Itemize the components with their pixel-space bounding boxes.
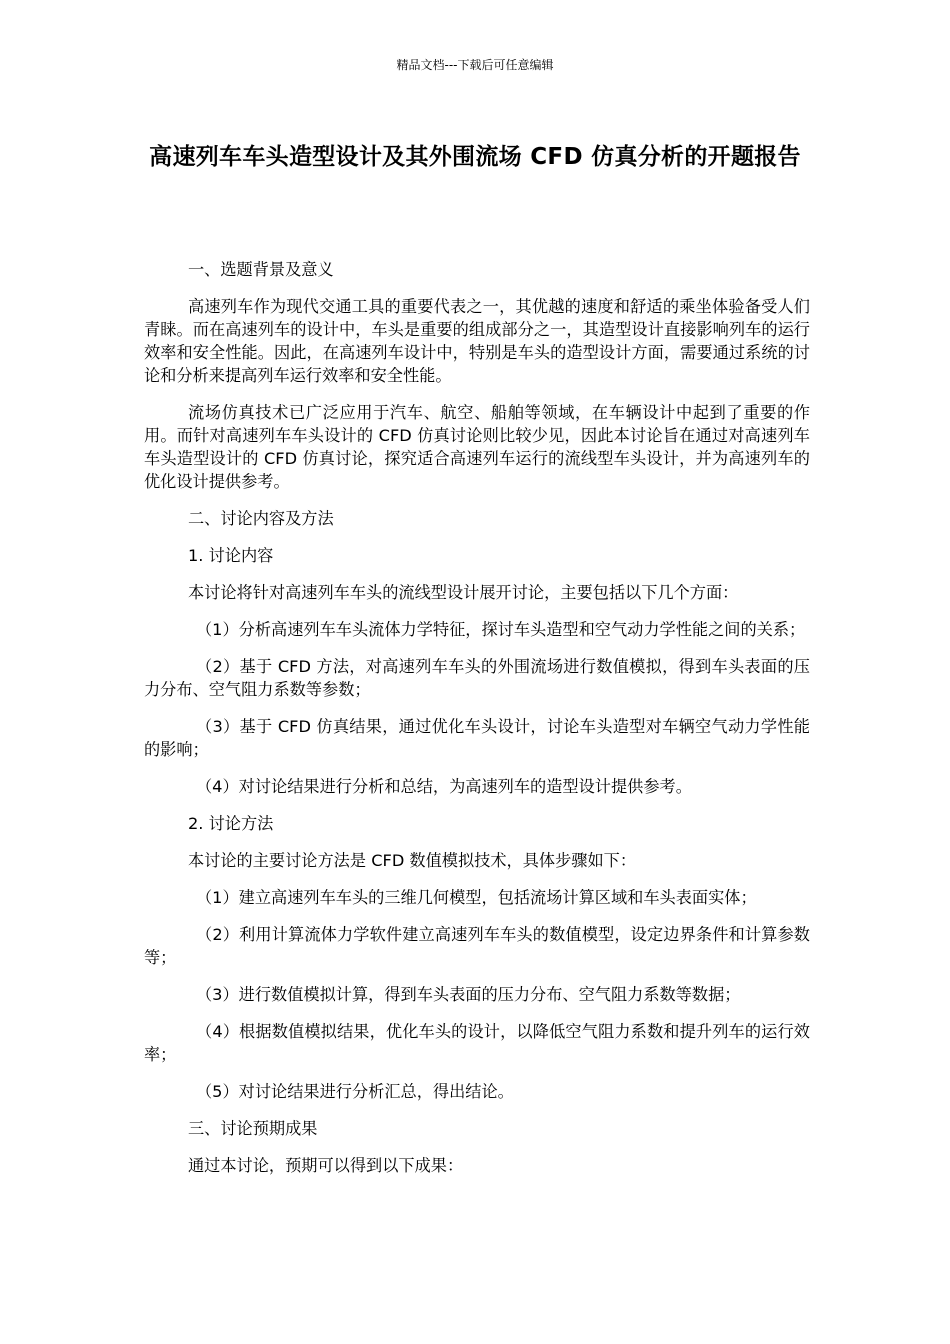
paragraph-outcomes-intro: 通过本讨论，预期可以得到以下成果： — [188, 1156, 464, 1175]
paragraph-method-intro: 本讨论的主要讨论方法是 CFD 数值模拟技术，具体步骤如下： — [188, 851, 637, 870]
subsection-heading-content: 1. 讨论内容 — [188, 546, 274, 565]
list-item: （2）利用计算流体力学软件建立高速列车车头的数值模型，设定边界条件和计算参数等； — [144, 925, 810, 967]
list-item: （4）根据数值模拟结果，优化车头的设计，以降低空气阻力系数和提升列车的运行效率； — [144, 1022, 810, 1064]
list-item: （3）进行数值模拟计算，得到车头表面的压力分布、空气阻力系数等数据； — [196, 985, 741, 1004]
paragraph-background: 高速列车作为现代交通工具的重要代表之一，其优越的速度和舒适的乘坐体验备受人们青睐。而在高速列车的设计中，车头是重要的组成部分之一，其造型设计直接影响列车的运行效率和安全性能。因此，在高速列车设计中，特别是车头的造型设计方面，需要通过系统的讨论和分析来提高列车运行效率和安全性能。 — [144, 297, 810, 385]
document-body — [144, 258, 810, 1191]
section-heading-2: 二、讨论内容及方法 — [188, 509, 334, 528]
header-note: 精品文档---下载后可任意编辑 — [396, 58, 554, 72]
paragraph-content-intro: 本讨论将针对高速列车车头的流线型设计展开讨论，主要包括以下几个方面： — [188, 583, 739, 602]
list-item: （1）建立高速列车车头的三维几何模型，包括流场计算区域和车头表面实体； — [196, 888, 757, 907]
paragraph-significance: 流场仿真技术已广泛应用于汽车、航空、船舶等领域，在车辆设计中起到了重要的作用。而针对高速列车车头设计的 CFD 仿真讨论则比较少见，因此本讨论旨在通过对高速列车车头造型设计的 CFD 仿真讨论，探究适合高速列车运行的流线型车头设计，并为高速列车的优化设计提供参考。 — [144, 403, 810, 491]
list-item: （1）分析高速列车车头流体力学特征，探讨车头造型和空气动力学性能之间的关系； — [196, 620, 806, 639]
section-heading-3: 三、讨论预期成果 — [188, 1119, 318, 1138]
list-item: （3）基于 CFD 仿真结果，通过优化车头设计，讨论车头造型对车辆空气动力学性能的影响； — [144, 717, 810, 759]
list-item: （5）对讨论结果进行分析汇总，得出结论。 — [196, 1082, 514, 1101]
list-item: （4）对讨论结果进行分析和总结，为高速列车的造型设计提供参考。 — [196, 777, 692, 796]
subsection-heading-method: 2. 讨论方法 — [188, 814, 274, 833]
document-title: 高速列车车头造型设计及其外围流场 CFD 仿真分析的开题报告 — [149, 144, 801, 170]
list-item: （2）基于 CFD 方法，对高速列车车头的外围流场进行数值模拟，得到车头表面的压力分布、空气阻力系数等参数； — [144, 657, 810, 699]
section-heading-1: 一、选题背景及意义 — [188, 260, 334, 279]
